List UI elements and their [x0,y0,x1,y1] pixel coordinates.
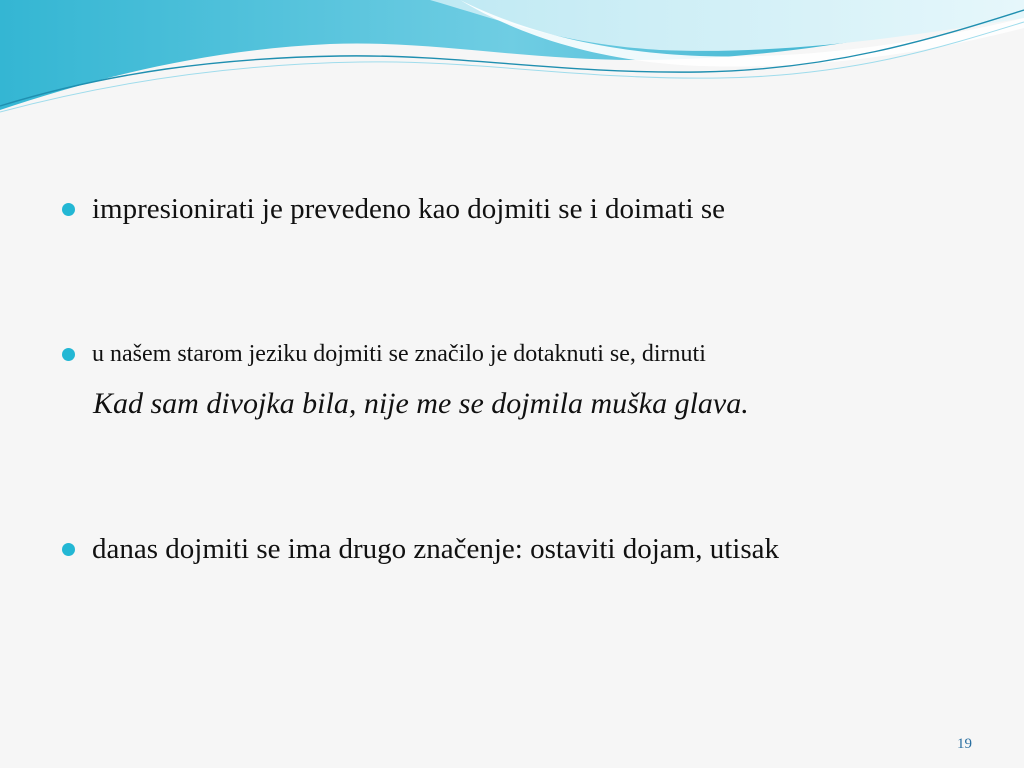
bullet-dot-icon [62,203,75,216]
bullet-item [62,533,779,566]
bullet-dot-icon [62,348,75,361]
header-wave-decoration [0,0,1024,120]
bullet-item [62,193,725,226]
bullet-text: u našem starom jeziku dojmiti se značilo je dotaknuti se, dirnuti [92,341,706,367]
quote-text: Kad sam divojka bila, nije me se dojmila muška glava. [93,387,749,420]
bullet-text: danas dojmiti se ima drugo značenje: ostaviti dojam, utisak [92,533,779,565]
bullet-dot-icon [62,543,75,556]
bullet-item [62,341,706,368]
bullet-text: impresionirati je prevedeno kao dojmiti se i doimati se [92,193,726,225]
page-number: 19 [957,736,972,752]
